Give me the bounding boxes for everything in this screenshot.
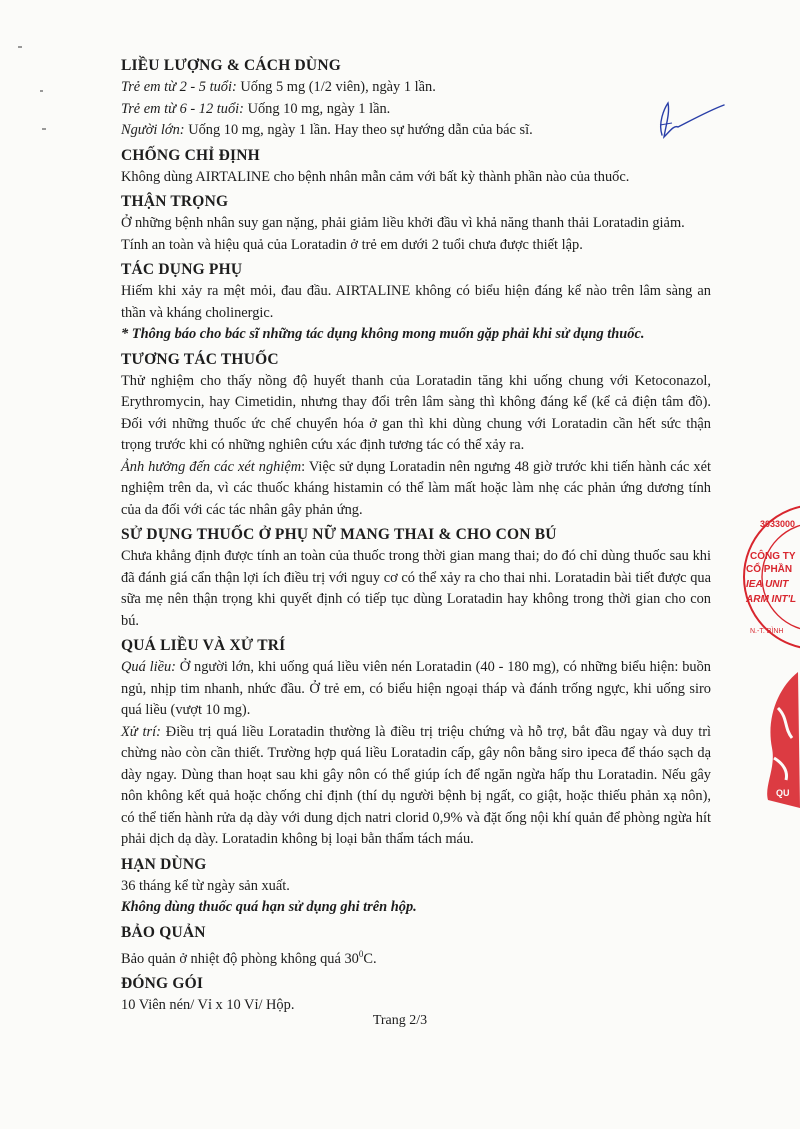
heading-storage: BẢO QUẢN [121,923,206,941]
heading-dosage: LIỀU LƯỢNG & CÁCH DÙNG [121,57,341,74]
heading-contraindications: CHỐNG CHỈ ĐỊNH [121,146,260,164]
shelf-life-note: Không dùng thuốc quá hạn sử dụng ghi trên hộp. [121,899,417,915]
shelf-life-text: 36 tháng kể từ ngày sản xuất. [121,877,290,894]
packaging-text: 10 Viên nén/ Vỉ x 10 Vỉ/ Hộp. [121,996,295,1013]
heading-packaging: ĐÓNG GÓI [121,974,204,992]
section-pregnancy [121,525,711,632]
pregnancy-paragraph: Chưa khẳng định được tính an toàn của thuốc trong thời gian mang thai; do đó chỉ dùng thuốc sau khi đã đánh giá cẩn thận lợi ích điều trị với nguy cơ có thể xảy ra cho thai nhi. Loratadin bài tiết được qua sữa mẹ nên thận trọng khi quyết định có tiếp tục dùng Loratadin hay không trong thời gian cho con bú. [121,548,711,629]
precautions-paragraph-2: Tính an toàn và hiệu quả của Loratadin ở trẻ em dưới 2 tuổi chưa được thiết lập. [121,236,583,253]
dosage-line-1: Trẻ em từ 2 - 5 tuổi: Uống 5 mg (1/2 viên), ngày 1 lần. [121,79,436,95]
stamp-line-1: 3033000 [760,519,796,529]
interactions-paragraph-2: Ảnh hưởng đến các xét nghiệm: Việc sử dụng Loratadin nên ngưng 48 giờ trước khi tiến hành các xét nghiệm trên da, vì các thuốc kháng histamin có thể làm mất hoặc làm nhẹ các phản ứng dương tính của da đối với các tác nhân gây phản ứng. [121,458,711,518]
stamp-line-5: ARM INT'L [746,594,797,605]
stamp-line-4: IEA UNIT [746,579,789,590]
stamp-line-6: N.-T. BÌNH [750,628,784,635]
seal-text: QU [776,788,790,798]
dosage-line-2: Trẻ em từ 6 - 12 tuổi: Uống 10 mg, ngày 1 lần. [121,100,391,117]
side-effects-paragraph: Hiếm khi xảy ra mệt mỏi, đau đầu. AIRTALINE không có biểu hiện đáng kể nào trên lâm sàng an thần và kháng cholinergic. [121,283,711,321]
heading-shelf-life: HẠN DÙNG [121,855,207,873]
scan-speck [40,90,43,92]
section-shelf-life [121,855,711,919]
heading-pregnancy: SỬ DỤNG THUỐC Ở PHỤ NỮ MANG THAI & CHO CON BÚ [121,526,557,543]
heading-overdose: QUÁ LIỀU VÀ XỬ TRÍ [121,637,286,654]
section-side-effects [121,260,711,346]
heading-interactions: TƯƠNG TÁC THUỐC [121,350,279,368]
section-contraindications [121,146,711,189]
seal-fragment [758,668,800,814]
stamp-line-3: CỔ PHẦN [746,564,793,575]
precautions-paragraph-1: Ở những bệnh nhân suy gan nặng, phải giảm liều khởi đầu vì khả năng thanh thải Loratadin giảm. [121,215,685,231]
side-effects-note: * Thông báo cho bác sĩ những tác dụng không mong muốn gặp phải khi sử dụng thuốc. [121,326,645,342]
overdose-paragraph-1: Quá liều: Ở người lớn, khi uống quá liều viên nén Loratadin (40 - 180 mg), có những biểu hiện: buồn ngủ, nhịp tim nhanh, nhức đầu. Ở trẻ em, có biểu hiện ngoại tháp và đánh trống ngực, khi uống siro quá liều (vượt 10 mg). [121,659,711,718]
contraindications-text: Không dùng AIRTALINE cho bệnh nhân mẫn cảm với bất kỳ thành phần nào của thuốc. [121,168,630,185]
heading-precautions: THẬN TRỌNG [121,193,229,210]
overdose-paragraph-2: Xử trí: Điều trị quá liều Loratadin thường là điều trị triệu chứng và hỗ trợ, bắt đầu ngay và duy trì chừng nào còn cần thiết. Trường hợp quá liều Loratadin cấp, gây nôn bằng siro ipeca để tháo sạch dạ dày ngay. Dùng than hoạt sau khi gây nôn có thể giúp ích để ngăn ngừa hấp thu Loratadin. Nếu gây nôn không kết quả hoặc chống chỉ định (thí dụ người bệnh bị ngất, co giật, hoặc thiếu phản xạ nôn), có thể tiến hành rửa dạ dày với dung dịch natri clorid 0,9% và đặt ống nội khí quản để phòng ngừa hít phải dịch dạ dày. Loratadin không bị loại bằn thẩm tách máu. [121,723,711,847]
section-interactions [121,350,711,522]
heading-side-effects: TÁC DỤNG PHỤ [121,261,243,278]
section-packaging [121,974,711,1017]
dosage-line-3: Người lớn: Uống 10 mg, ngày 1 lần. Hay theo sự hướng dẫn của bác sĩ. [121,122,533,138]
storage-text: Bảo quản ở nhiệt độ phòng không quá $30^0C$. [121,948,377,967]
section-overdose [121,636,711,851]
interactions-paragraph-1: Thử nghiệm cho thấy nồng độ huyết thanh của Loratadin tăng khi uống chung với Ketoconazol, Erythromycin, hay Cimetidin, nhưng thay đổi trên lâm sàng thì không đáng kể (kể cả điện tâm đồ). Đối với những thuốc ức chế chuyển hóa ở gan thì khi dùng chung với Loratadin cần hết sức thận trọng trước khi có những nghiên cứu xác định tương tác có thể xảy ra. [121,372,711,453]
document-body [121,52,711,1016]
section-precautions [121,192,711,256]
section-storage [121,923,711,970]
section-dosage [121,56,711,142]
signature [650,95,730,145]
scan-speck [18,46,22,48]
company-stamp [738,505,800,655]
page-number: Trang 2/3 [372,1013,428,1028]
scan-speck [42,128,46,130]
stamp-line-2: CÔNG TY [750,551,796,562]
